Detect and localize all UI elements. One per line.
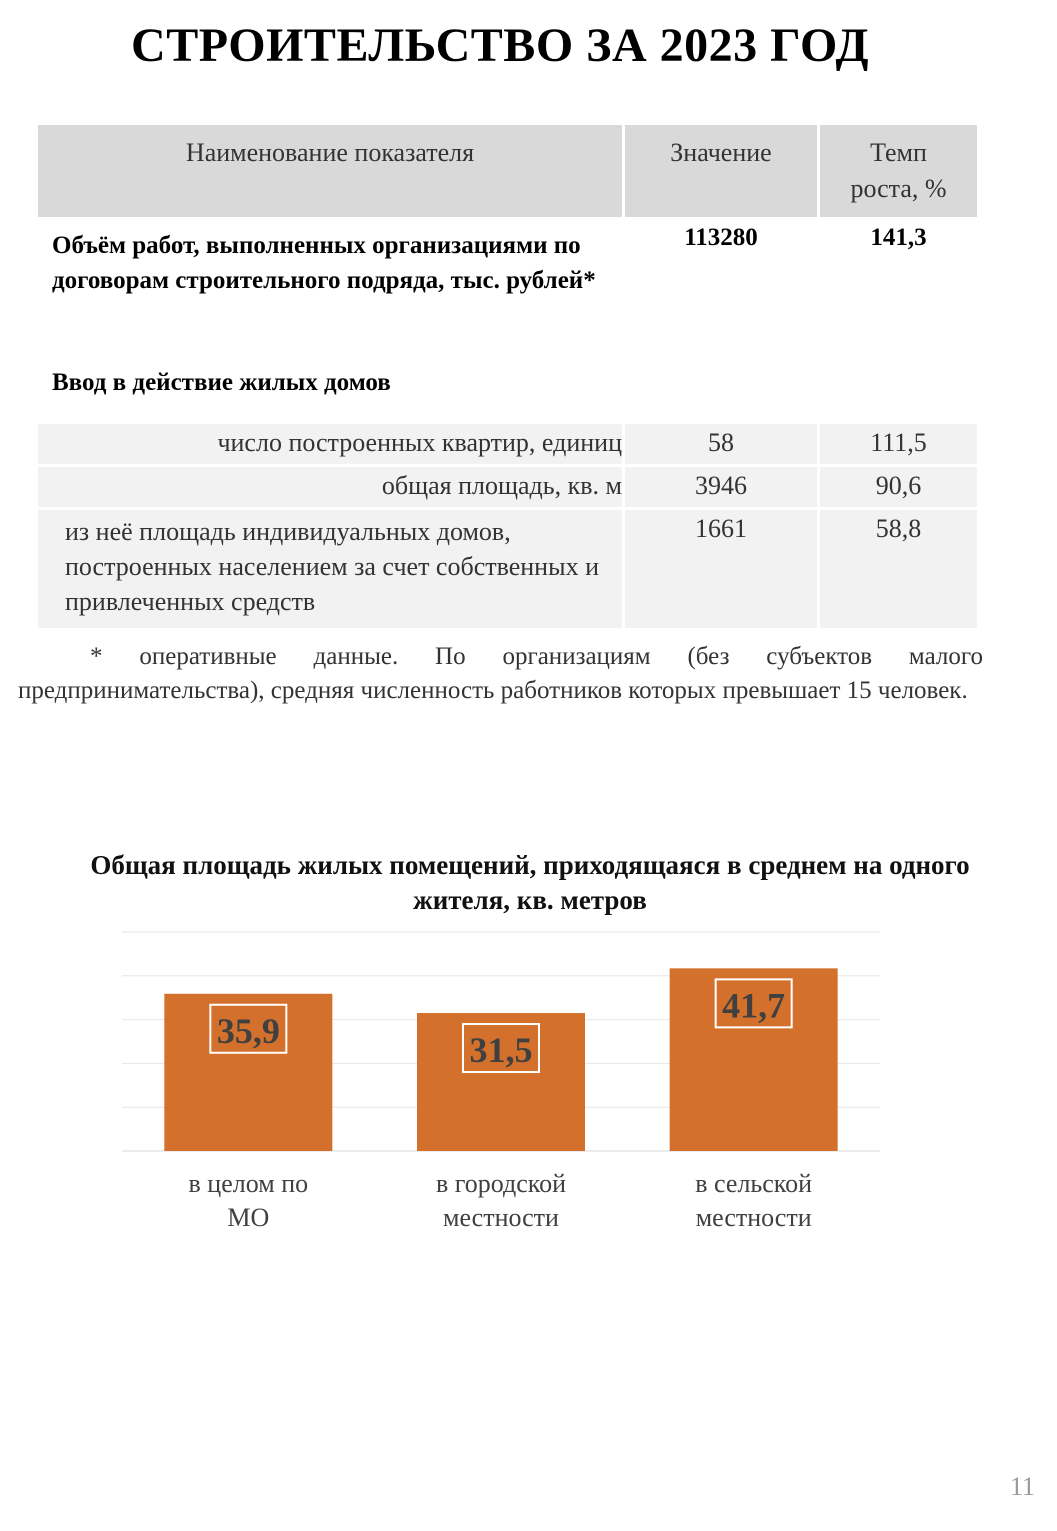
header-indicator: Наименование показателя <box>37 124 624 219</box>
table-row <box>37 358 979 423</box>
row-growth <box>819 358 979 423</box>
row-label: Объём работ, выполненных организациями по договорам строительного подряда, тыс. рублей* <box>37 219 624 358</box>
indicators-table <box>35 122 980 631</box>
footnote: * оперативные данные. По организациям (без субъектов малого предпринимательства), средняя численность работников которых превышает 15 человек. <box>18 643 983 704</box>
row-label: из неё площадь индивидуальных домов, построенных населением за счет собственных и привлеченных средств <box>37 509 624 630</box>
category-label: в городской <box>435 1169 567 1198</box>
row-value: 3946 <box>624 466 819 509</box>
data-label: 31,5 <box>469 1030 533 1071</box>
category-label: в сельской <box>695 1169 813 1198</box>
table-header-row <box>37 124 979 219</box>
data-label: 41,7 <box>722 985 786 1026</box>
row-label: Ввод в действие жилых домов <box>37 358 624 423</box>
header-growth: Темп роста, % <box>819 124 979 219</box>
category-label: в целом по <box>188 1169 309 1198</box>
row-value: 1661 <box>624 509 819 630</box>
row-growth: 58,8 <box>819 509 979 630</box>
category-label: местности <box>695 1203 812 1232</box>
table-row <box>37 219 979 358</box>
row-label: число построенных квартир, единиц <box>37 423 624 466</box>
row-growth: 141,3 <box>819 219 979 358</box>
chart-title: Общая площадь жилых помещений, приходящаяся в среднем на одного жителя, кв. метров <box>90 850 970 915</box>
table-row <box>37 509 979 630</box>
row-growth: 111,5 <box>819 423 979 466</box>
page-title: СТРОИТЕЛЬСТВО ЗА 2023 ГОД <box>131 19 869 72</box>
data-label: 35,9 <box>216 1010 280 1051</box>
row-label: общая площадь, кв. м <box>37 466 624 509</box>
category-label: МО <box>227 1203 270 1232</box>
table-row <box>37 466 979 509</box>
row-value: 58 <box>624 423 819 466</box>
bar-chart <box>0 920 1000 1250</box>
header-value: Значение <box>624 124 819 219</box>
row-value: 113280 <box>624 219 819 358</box>
page-number: 11 <box>1009 1472 1035 1501</box>
category-label: местности <box>443 1203 559 1232</box>
row-growth: 90,6 <box>819 466 979 509</box>
row-value <box>624 358 819 423</box>
table-row <box>37 423 979 466</box>
